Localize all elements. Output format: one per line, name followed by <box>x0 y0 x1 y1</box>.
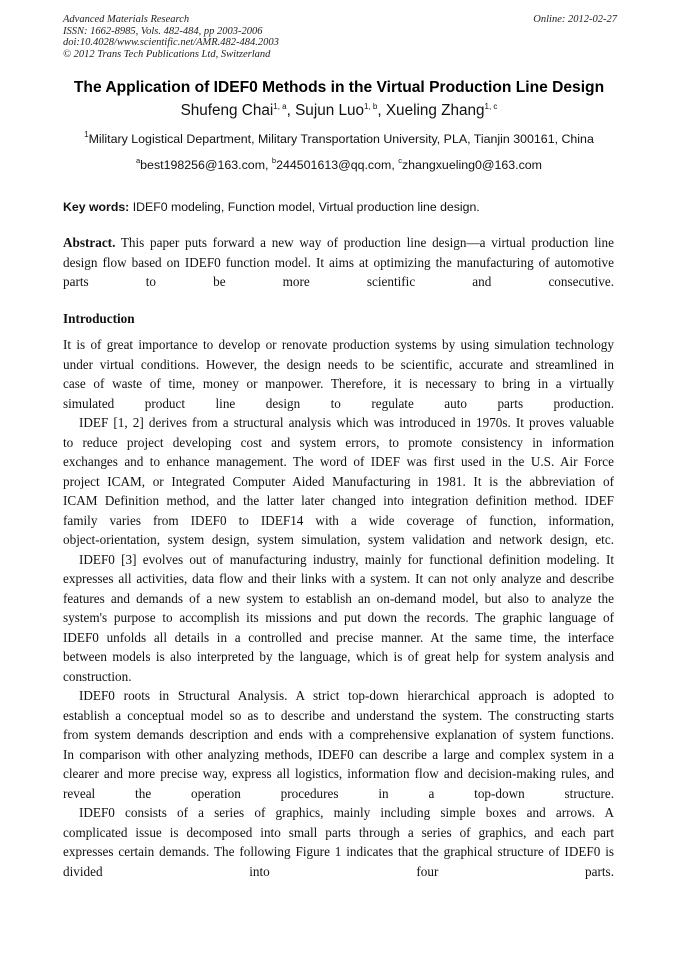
text-line: IDEF0 consists of a series of graphics, mainly including simple boxes and arrows. A <box>79 805 614 820</box>
affiliation-mark: 1 <box>84 130 89 139</box>
section-heading: Introduction <box>63 311 135 326</box>
email-mark: c <box>398 156 402 165</box>
author-name: Xueling Zhang <box>385 102 485 119</box>
affiliation-text: Military Logistical Department, Military Transportation University, PLA, Tianjin 300161, China <box>88 132 594 146</box>
author-affiliation-mark: 1, a <box>273 102 287 111</box>
paper-title: The Application of IDEF0 Methods in the Virtual Production Line Design <box>73 79 605 96</box>
journal-header <box>63 14 617 60</box>
text-line: system's purpose to accomplish its missions and put down the records. The graphic language of <box>63 610 614 625</box>
author-affiliation-mark: 1, c <box>484 102 498 111</box>
text-line: ICAM Definition method, and the latter later changed into integration definition method. IDEF <box>63 493 614 508</box>
text-line: divided into four parts. <box>63 863 614 879</box>
abstract-line: design flow based on IDEF0 function model. It aims at optimizing the manufacturing of automotive <box>63 254 614 270</box>
text-line: object-orientation, system design, system simulation, system validation and network design, etc. <box>63 532 614 547</box>
text-line: complicated issue is decomposed into small parts through a series of graphics, and each part <box>63 824 614 840</box>
text-line: It is of great importance to develop or renovate production systems by using simulation technology <box>63 337 614 352</box>
text-line: from system demands description and ends with a comprehensive explanation of system functions. <box>63 727 614 742</box>
paragraph <box>63 335 614 413</box>
keywords-text: IDEF0 modeling, Function model, Virtual production line design. <box>129 200 480 214</box>
abstract-line <box>63 233 614 253</box>
text-line: IDEF0 roots in Structural Analysis. A strict top-down hierarchical approach is adopted to <box>79 688 614 703</box>
abstract-line: parts to be more scientific and consecutive. <box>63 274 614 289</box>
text-line: simulated product line design to regulate auto parts production. <box>63 395 614 411</box>
paragraph <box>63 686 614 803</box>
keywords-label: Key words: <box>63 200 130 214</box>
author-separator: , <box>377 102 386 119</box>
text-line: IDEF0 [3] evolves out of manufacturing industry, mainly for functional definition modeling. It <box>79 551 614 567</box>
text-line: IDEF0 unfolds all details in a controlled and precise manner. At the same time, the interface <box>63 629 614 645</box>
author-affiliation-mark: 1, b <box>364 102 378 111</box>
text-line: to reduce project developing cost and system errors, to promote consistency in information <box>63 434 614 450</box>
email-mark: b <box>271 156 277 165</box>
introduction-body <box>63 335 614 881</box>
email-separator: , <box>391 158 399 172</box>
text-line: exchanges and to enhance management. The word of IDEF was first used in the U.S. Air Force <box>63 454 614 469</box>
paragraph <box>63 413 614 550</box>
email-list <box>20 158 658 172</box>
text-line: project ICAM, or Integrated Computer Aided Manufacturing in 1981. It is the abbreviation of <box>63 473 614 489</box>
author-separator: , <box>286 102 296 119</box>
abstract-line-text: This paper puts forward a new way of production line design—a virtual production line <box>115 235 614 250</box>
paragraph <box>63 550 614 687</box>
text-line: family varies from IDEF0 to IDEF14 with a wide coverage of function, information, <box>63 512 614 528</box>
text-line: expresses certain demands. The following Figure 1 indicates that the graphical structure of IDEF0 is <box>63 844 614 859</box>
email-address: 244501613@qq.com <box>276 158 392 172</box>
email-separator: , <box>265 158 272 172</box>
author-name: Sujun Luo <box>295 102 365 119</box>
text-line: IDEF [1, 2] derives from a structural analysis which was introduced in 1970s. It proves valuable <box>79 415 614 430</box>
issn-line: ISSN: 1662-8985, Vols. 482-484, pp 2003-2006 <box>63 25 263 37</box>
abstract-label: Abstract. <box>63 235 116 250</box>
text-line: clearer and more precise way, express all logistics, information flow and decision-making rules, and <box>63 766 614 781</box>
journal-name: Advanced Materials Research <box>63 14 190 25</box>
text-line: between models is also interpreted by the language, which is of great help for system analysis and <box>63 649 614 664</box>
online-date: Online: 2012-02-27 <box>533 14 617 25</box>
email-address: zhangxueling0@163.com <box>401 158 542 172</box>
doi-line: doi:10.4028/www.scientific.net/AMR.482-484.2003 <box>63 37 279 49</box>
text-line: features and demands of a new system to establish an on-demand model, but also to analyze the <box>63 590 614 606</box>
text-line: reveal the operation procedures in a top-down structure. <box>63 785 614 801</box>
paragraph <box>63 803 614 881</box>
keywords <box>63 200 623 214</box>
email-address: best198256@163.com <box>140 158 266 172</box>
copyright-line: © 2012 Trans Tech Publications Ltd, Switzerland <box>63 48 271 60</box>
text-line: expresses all activities, data flow and their links with a system. It can not only analyze and describe <box>63 571 614 586</box>
text-line: In comparison with other analyzing methods, IDEF0 can describe a large and complex system in a <box>63 746 614 762</box>
text-line: case of waste of time, money or manpower. Therefore, it is necessary to bring in a virtually <box>63 376 614 391</box>
text-line: under virtual conditions. However, the design needs to be scientific, accurate and streamlined in <box>63 356 614 372</box>
text-line: establish a conceptual model so as to describe and understand the system. The constructing starts <box>63 707 614 723</box>
affiliation <box>20 132 658 146</box>
author-name: Shufeng Chai <box>180 102 274 119</box>
author-list <box>40 102 638 120</box>
email-mark: a <box>135 156 141 165</box>
abstract <box>63 233 614 292</box>
text-line: construction. <box>63 668 132 684</box>
